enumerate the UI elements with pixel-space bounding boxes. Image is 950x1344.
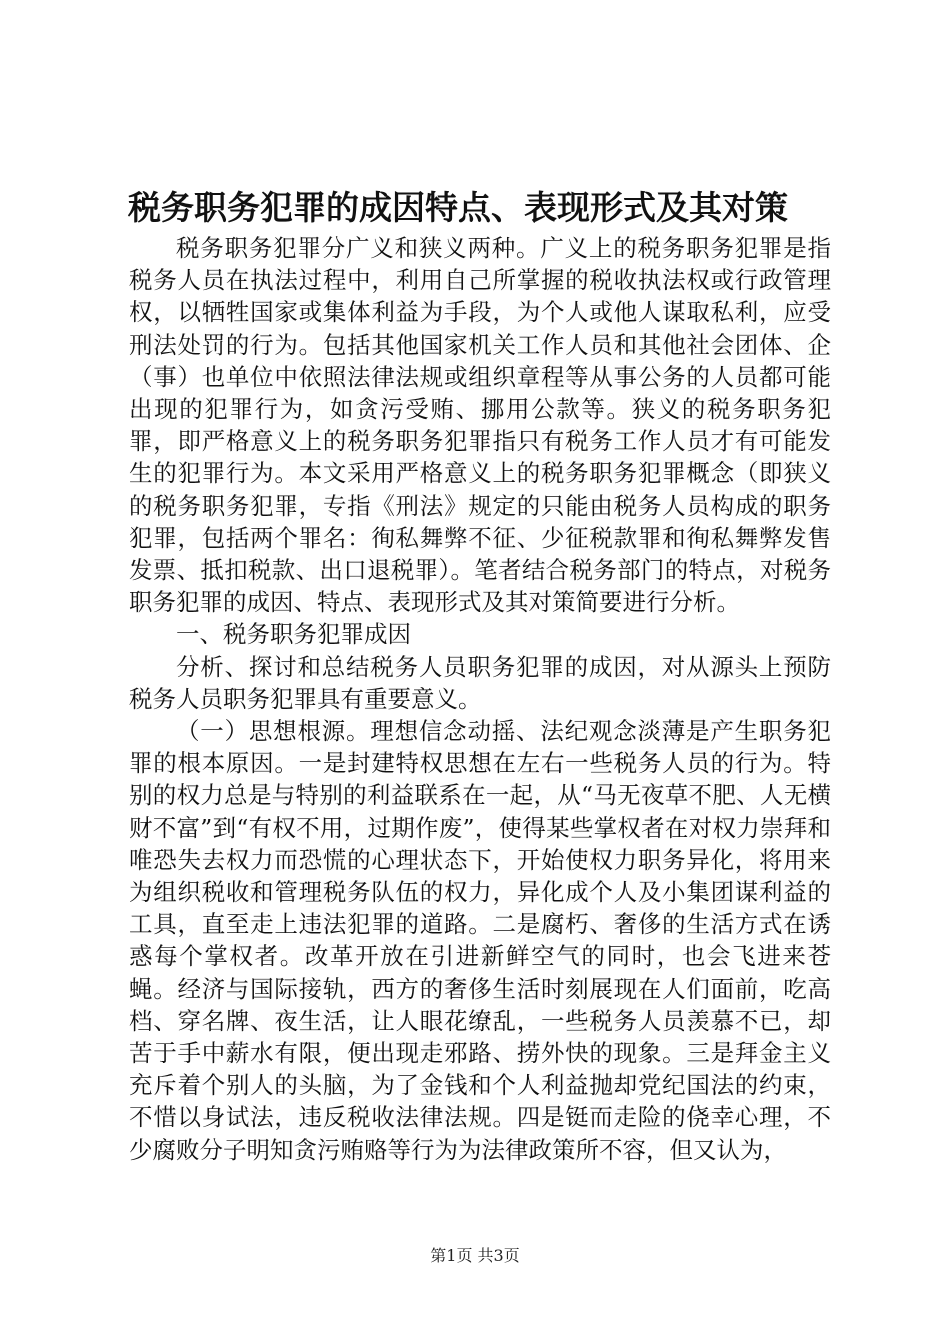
- paragraph-intro: 税务职务犯罪分广义和狭义两种。广义上的税务职务犯罪是指税务人员在执法过程中，利用自己所掌握的税收执法权或行政管理权，以牺牲国家或集体利益为手段，为个人或他人谋取私利，应受刑法处罚的行为。包括其他国家机关工作人员和其他社会团体、企（事）也单位中依照法律法规或组织章程等从事公务的人员都可能出现的犯罪行为，如贪污受贿、挪用公款等。狭义的税务职务犯罪，即严格意义上的税务职务犯罪指只有税务工作人员才有可能发生的犯罪行为。本文采用严格意义上的税务职务犯罪概念（即狭义的税务职务犯罪，专指《刑法》规定的只能由税务人员构成的职务犯罪，包括两个罪名：徇私舞弊不征、少征税款罪和徇私舞弊发售发票、抵扣税款、出口退税罪）。笔者结合税务部门的特点，对税务职务犯罪的成因、特点、表现形式及其对策简要进行分析。: [129, 234, 831, 617]
- page-number-footer: 第1页 共3页: [430, 1246, 520, 1265]
- paragraph-analysis: 分析、探讨和总结税务人员职务犯罪的成因，对从源头上预防税务人员职务犯罪具有重要意义。: [129, 652, 831, 713]
- paragraph-ideological-roots: （一）思想根源。理想信念动摇、法纪观念淡薄是产生职务犯罪的根本原因。一是封建特权思想在左右一些税务人员的行为。特别的权力总是与特别的利益联系在一起，从“马无夜草不肥、人无横财不富”到“有权不用，过期作废”，使得某些掌权者在对权力崇拜和唯恐失去权力而恐慌的心理状态下，开始使权力职务异化，将用来为组织税收和管理税务队伍的权力，异化成个人及小集团谋利益的工具，直至走上违法犯罪的道路。二是腐朽、奢侈的生活方式在诱惑每个掌权者。改革开放在引进新鲜空气的同时，也会飞进来苍蝇。经济与国际接轨，西方的奢侈生活时刻展现在人们面前，吃高档、穿名牌、夜生活，让人眼花缭乱，一些税务人员羡慕不已，却苦于手中薪水有限，便出现走邪路、捞外快的现象。三是拜金主义充斥着个别人的头脑，为了金钱和个人利益抛却党纪国法的约束，不惜以身试法，违反税收法律法规。四是铤而走险的侥幸心理，不少腐败分子明知贪污贿赂等行为为法律政策所不容，但又认为，: [129, 717, 831, 1164]
- document-title: 税务职务犯罪的成因特点、表现形式及其对策: [128, 188, 788, 227]
- document-body: [129, 232, 831, 1166]
- section-heading: 一、税务职务犯罪成因: [176, 620, 411, 649]
